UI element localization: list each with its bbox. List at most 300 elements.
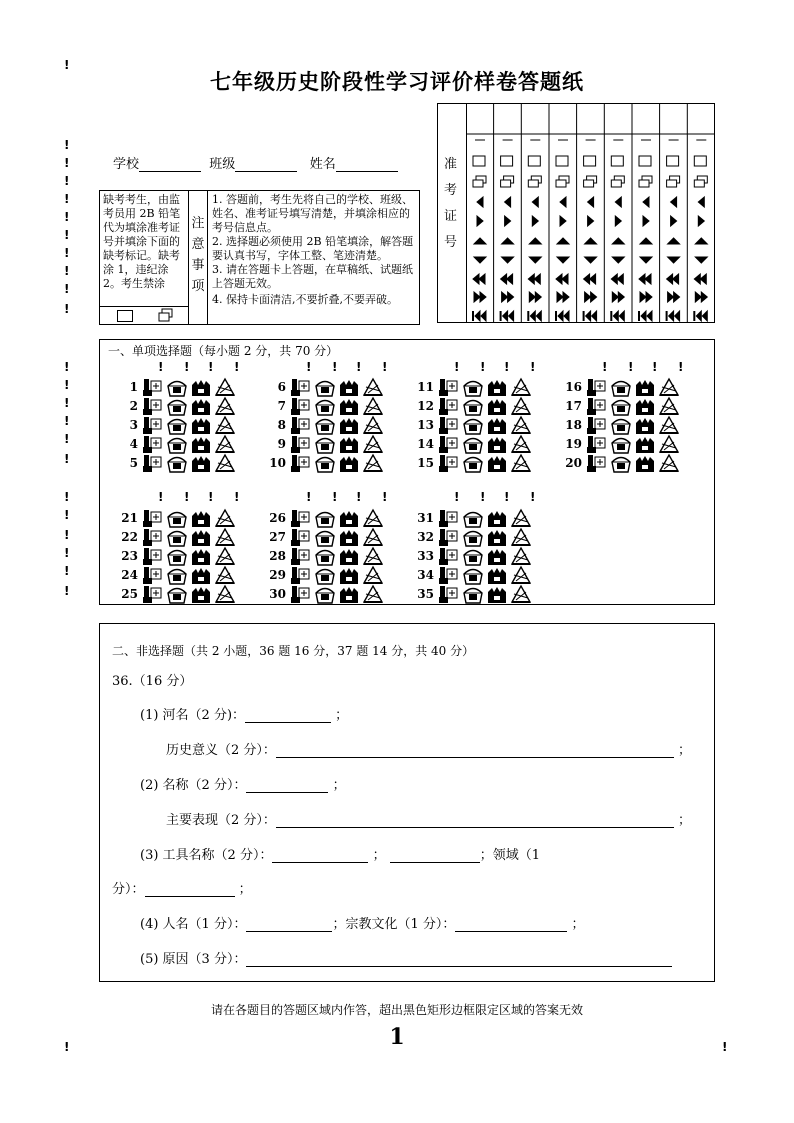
option-c-icon[interactable] xyxy=(191,396,211,416)
option-d-icon[interactable] xyxy=(511,546,531,566)
group-mark: ! xyxy=(208,360,214,374)
group-mark: ! xyxy=(158,490,164,504)
margin-mark: ! xyxy=(64,432,70,446)
option-b-icon[interactable] xyxy=(315,565,335,585)
section1-title: 一、单项选择题（每小题 2 分，共 70 分） xyxy=(108,344,339,358)
option-c-icon[interactable] xyxy=(339,377,359,397)
margin-mark: ! xyxy=(64,302,70,316)
option-a-icon[interactable] xyxy=(143,546,163,566)
option-b-icon[interactable] xyxy=(167,415,187,435)
margin-mark: ! xyxy=(722,1040,728,1054)
option-d-icon[interactable] xyxy=(363,434,383,454)
prompt-name: (2) 名称（2 分）： xyxy=(140,778,247,793)
option-d-icon[interactable] xyxy=(215,396,235,416)
option-b-icon[interactable] xyxy=(315,453,335,473)
option-d-icon[interactable] xyxy=(511,584,531,604)
option-c-icon[interactable] xyxy=(487,584,507,604)
option-a-icon[interactable] xyxy=(291,434,311,454)
choice-row[interactable] xyxy=(558,453,683,472)
question-number: 7 xyxy=(277,398,286,413)
notice-item: 1. 答题前，考生先将自己的学校、班级、姓名、准考证号填写清楚，并填涂相应的考号信息点。 xyxy=(212,193,413,234)
choice-row[interactable] xyxy=(262,527,387,546)
option-a-icon[interactable] xyxy=(439,453,459,473)
choice-block-4 xyxy=(558,377,683,472)
option-b-icon[interactable] xyxy=(167,546,187,566)
option-c-icon[interactable] xyxy=(339,565,359,585)
choice-row[interactable] xyxy=(410,527,535,546)
question-number: 21 xyxy=(121,510,138,525)
option-d-icon[interactable] xyxy=(363,527,383,547)
choice-row[interactable] xyxy=(410,546,535,565)
option-a-icon[interactable] xyxy=(439,415,459,435)
option-a-icon[interactable] xyxy=(439,584,459,604)
option-c-icon[interactable] xyxy=(339,453,359,473)
margin-mark: ! xyxy=(64,452,70,466)
option-a-icon[interactable] xyxy=(291,453,311,473)
group-mark: ! xyxy=(356,490,362,504)
option-d-icon[interactable] xyxy=(363,415,383,435)
religion-culture-field[interactable] xyxy=(455,917,567,932)
violation-mark-icon[interactable] xyxy=(158,308,174,322)
choice-row[interactable] xyxy=(262,565,387,584)
choice-row[interactable] xyxy=(114,527,239,546)
option-c-icon[interactable] xyxy=(191,565,211,585)
manifestation-field[interactable] xyxy=(276,813,674,828)
margin-mark: ! xyxy=(64,490,70,504)
semicolon: ； xyxy=(678,813,692,828)
margin-mark: ! xyxy=(64,246,70,260)
id-label-char: 证 xyxy=(444,209,458,224)
margin-mark: ! xyxy=(64,58,70,72)
option-c-icon[interactable] xyxy=(339,396,359,416)
option-d-icon[interactable] xyxy=(511,508,531,528)
option-d-icon[interactable] xyxy=(511,453,531,473)
option-b-icon[interactable] xyxy=(463,508,483,528)
option-a-icon[interactable] xyxy=(291,546,311,566)
question-number: 32 xyxy=(417,529,434,544)
notice-label-char: 事 xyxy=(191,258,205,273)
option-d-icon[interactable] xyxy=(215,584,235,604)
option-a-icon[interactable] xyxy=(439,546,459,566)
option-b-icon[interactable] xyxy=(315,546,335,566)
choice-row[interactable] xyxy=(114,565,239,584)
choice-row[interactable] xyxy=(262,453,387,472)
prompt-significance: 历史意义（2 分）： xyxy=(166,743,276,758)
semicolon: ； xyxy=(678,743,692,758)
group-mark: ! xyxy=(480,360,486,374)
question-number: 23 xyxy=(121,548,138,563)
option-c-icon[interactable] xyxy=(191,415,211,435)
margin-mark: ! xyxy=(64,228,70,242)
notice-label xyxy=(190,213,206,297)
option-b-icon[interactable] xyxy=(463,565,483,585)
question-number: 8 xyxy=(277,417,286,432)
choice-row[interactable] xyxy=(558,377,683,396)
option-c-icon[interactable] xyxy=(191,508,211,528)
group-mark: ! xyxy=(530,360,536,374)
semicolon: ； xyxy=(238,882,252,897)
option-a-icon[interactable] xyxy=(143,415,163,435)
option-d-icon[interactable] xyxy=(215,565,235,585)
choice-row[interactable] xyxy=(410,415,535,434)
name-answer-field[interactable] xyxy=(246,778,328,793)
id-label-column xyxy=(438,104,467,322)
group-mark: ! xyxy=(332,490,338,504)
page-title: 七年级历史阶段性学习评价样卷答题纸 xyxy=(210,69,584,94)
option-d-icon[interactable] xyxy=(215,546,235,566)
option-a-icon[interactable] xyxy=(439,377,459,397)
group-mark: ! xyxy=(306,490,312,504)
choice-block-6 xyxy=(262,508,387,603)
tool-name-field-1[interactable] xyxy=(272,848,368,863)
answer-line-2b xyxy=(166,809,691,828)
option-b-icon[interactable] xyxy=(463,453,483,473)
option-b-icon[interactable] xyxy=(611,453,631,473)
option-c-icon[interactable] xyxy=(487,434,507,454)
margin-mark: ! xyxy=(64,1040,70,1054)
option-b-icon[interactable] xyxy=(167,527,187,547)
answer-line-5 xyxy=(140,948,672,967)
option-a-icon[interactable] xyxy=(439,565,459,585)
option-b-icon[interactable] xyxy=(463,396,483,416)
significance-field[interactable] xyxy=(276,743,674,758)
notice-item: 3. 请在答题卡上答题，在草稿纸、试题纸上答题无效。 xyxy=(212,263,413,290)
notice-item: 2. 选择题必须使用 2B 铅笔填涂，解答题要认真书写，字体工整、笔迹清楚。 xyxy=(212,235,414,262)
page-number: 1 xyxy=(389,1024,405,1050)
option-b-icon[interactable] xyxy=(463,584,483,604)
margin-mark: ! xyxy=(64,174,70,188)
option-b-icon[interactable] xyxy=(315,508,335,528)
option-d-icon[interactable] xyxy=(659,453,679,473)
choice-block-5 xyxy=(114,508,239,603)
margin-mark: ! xyxy=(64,414,70,428)
option-b-icon[interactable] xyxy=(315,434,335,454)
group-mark: ! xyxy=(678,360,684,374)
option-a-icon[interactable] xyxy=(291,415,311,435)
question-number: 33 xyxy=(417,548,434,563)
notice-label-char: 项 xyxy=(191,279,205,294)
option-b-icon[interactable] xyxy=(611,415,631,435)
choice-row[interactable] xyxy=(114,546,239,565)
option-c-icon[interactable] xyxy=(635,396,655,416)
option-c-icon[interactable] xyxy=(191,377,211,397)
id-label xyxy=(444,152,457,256)
absent-note: 缺考考生，由监考员用 2B 铅笔代为填涂准考证号并填涂下面的缺考标记。缺考涂 1，违纪涂 2。考生禁涂 xyxy=(103,193,181,290)
option-b-icon[interactable] xyxy=(167,508,187,528)
question-number: 24 xyxy=(121,567,138,582)
option-b-icon[interactable] xyxy=(611,396,631,416)
option-d-icon[interactable] xyxy=(511,396,531,416)
question-number: 10 xyxy=(269,455,286,470)
option-a-icon[interactable] xyxy=(291,508,311,528)
exam-id-grid xyxy=(437,103,715,323)
question-number: 29 xyxy=(269,567,286,582)
option-a-icon[interactable] xyxy=(291,377,311,397)
option-c-icon[interactable] xyxy=(191,453,211,473)
option-a-icon[interactable] xyxy=(587,377,607,397)
option-c-icon[interactable] xyxy=(635,434,655,454)
question-number: 35 xyxy=(417,586,434,601)
choice-row[interactable] xyxy=(410,453,535,472)
option-c-icon[interactable] xyxy=(635,377,655,397)
option-c-icon[interactable] xyxy=(339,584,359,604)
question-number: 34 xyxy=(417,567,434,582)
option-b-icon[interactable] xyxy=(167,565,187,585)
option-a-icon[interactable] xyxy=(439,527,459,547)
question-number: 25 xyxy=(121,586,138,601)
class-field[interactable] xyxy=(235,157,297,172)
choice-row[interactable] xyxy=(262,434,387,453)
option-d-icon[interactable] xyxy=(363,508,383,528)
option-c-icon[interactable] xyxy=(339,527,359,547)
question-number: 20 xyxy=(565,455,582,470)
option-c-icon[interactable] xyxy=(191,434,211,454)
option-d-icon[interactable] xyxy=(511,527,531,547)
option-b-icon[interactable] xyxy=(167,434,187,454)
choice-row[interactable] xyxy=(410,584,535,603)
option-c-icon[interactable] xyxy=(191,546,211,566)
choice-row[interactable] xyxy=(262,396,387,415)
option-a-icon[interactable] xyxy=(291,527,311,547)
choice-row[interactable] xyxy=(410,508,535,527)
option-a-icon[interactable] xyxy=(587,453,607,473)
option-a-icon[interactable] xyxy=(291,584,311,604)
option-a-icon[interactable] xyxy=(439,396,459,416)
choice-block-7 xyxy=(410,508,535,603)
question-number: 9 xyxy=(277,436,286,451)
question-number: 31 xyxy=(417,510,434,525)
option-a-icon[interactable] xyxy=(143,527,163,547)
choice-row[interactable] xyxy=(114,453,239,472)
option-a-icon[interactable] xyxy=(143,453,163,473)
option-a-icon[interactable] xyxy=(143,396,163,416)
choice-row[interactable] xyxy=(262,584,387,603)
group-mark: ! xyxy=(480,490,486,504)
choice-row[interactable] xyxy=(114,415,239,434)
margin-mark: ! xyxy=(64,508,70,522)
option-d-icon[interactable] xyxy=(215,508,235,528)
option-b-icon[interactable] xyxy=(463,415,483,435)
semicolon: ； xyxy=(571,917,585,932)
question-number: 28 xyxy=(269,548,286,563)
choice-row[interactable] xyxy=(558,396,683,415)
option-a-icon[interactable] xyxy=(143,508,163,528)
option-b-icon[interactable] xyxy=(463,434,483,454)
semicolon: ； xyxy=(372,848,386,863)
option-a-icon[interactable] xyxy=(439,508,459,528)
prompt-tool-name: (3) 工具名称（2 分）： xyxy=(140,848,273,863)
divider xyxy=(188,191,189,324)
option-b-icon[interactable] xyxy=(167,453,187,473)
section2-title: 二、非选择题（共 2 小题，36 题 16 分，37 题 14 分，共 40 分） xyxy=(112,644,475,658)
question-number: 4 xyxy=(129,436,138,451)
person-name-field[interactable] xyxy=(246,917,332,932)
option-c-icon[interactable] xyxy=(487,377,507,397)
reason-field[interactable] xyxy=(246,952,672,967)
margin-mark: ! xyxy=(64,264,70,278)
prompt-river-name: (1) 河名（2 分)： xyxy=(140,708,246,723)
group-mark: ! xyxy=(504,490,510,504)
option-d-icon[interactable] xyxy=(215,527,235,547)
option-d-icon[interactable] xyxy=(215,415,235,435)
semicolon: ； xyxy=(332,778,346,793)
question-number: 11 xyxy=(417,379,434,394)
option-c-icon[interactable] xyxy=(635,415,655,435)
option-b-icon[interactable] xyxy=(611,377,631,397)
choice-row[interactable] xyxy=(114,377,239,396)
option-a-icon[interactable] xyxy=(143,565,163,585)
choice-row[interactable] xyxy=(558,434,683,453)
choice-row[interactable] xyxy=(262,508,387,527)
option-c-icon[interactable] xyxy=(487,396,507,416)
option-a-icon[interactable] xyxy=(587,415,607,435)
question-number: 19 xyxy=(565,436,582,451)
group-mark: ! xyxy=(306,360,312,374)
semicolon: ； xyxy=(335,708,349,723)
name-field[interactable] xyxy=(336,157,398,172)
option-a-icon[interactable] xyxy=(291,565,311,585)
choice-row[interactable] xyxy=(114,434,239,453)
choice-row[interactable] xyxy=(262,415,387,434)
option-c-icon[interactable] xyxy=(339,546,359,566)
option-b-icon[interactable] xyxy=(167,396,187,416)
option-b-icon[interactable] xyxy=(611,434,631,454)
option-c-icon[interactable] xyxy=(487,453,507,473)
option-c-icon[interactable] xyxy=(191,584,211,604)
tool-name-field-2[interactable] xyxy=(390,848,480,863)
option-b-icon[interactable] xyxy=(463,377,483,397)
group-mark: ! xyxy=(234,490,240,504)
question-number: 15 xyxy=(417,455,434,470)
notice-item: 4. 保持卡面清洁,不要折叠,不要弄破。 xyxy=(212,293,398,306)
option-d-icon[interactable] xyxy=(363,396,383,416)
option-c-icon[interactable] xyxy=(191,527,211,547)
group-mark: ! xyxy=(356,360,362,374)
option-d-icon[interactable] xyxy=(659,396,679,416)
option-d-icon[interactable] xyxy=(215,453,235,473)
choice-row[interactable] xyxy=(410,565,535,584)
answer-line-1b xyxy=(166,739,691,758)
school-field[interactable] xyxy=(139,157,201,172)
option-b-icon[interactable] xyxy=(463,546,483,566)
option-d-icon[interactable] xyxy=(363,546,383,566)
group-mark: ! xyxy=(382,490,388,504)
group-mark: ! xyxy=(208,490,214,504)
option-d-icon[interactable] xyxy=(511,434,531,454)
margin-mark: ! xyxy=(64,210,70,224)
group-mark: ! xyxy=(602,360,608,374)
option-c-icon[interactable] xyxy=(487,508,507,528)
option-c-icon[interactable] xyxy=(487,415,507,435)
option-b-icon[interactable] xyxy=(167,584,187,604)
option-b-icon[interactable] xyxy=(315,584,335,604)
question-number: 6 xyxy=(277,379,286,394)
option-b-icon[interactable] xyxy=(315,527,335,547)
option-c-icon[interactable] xyxy=(487,546,507,566)
margin-mark: ! xyxy=(64,138,70,152)
margin-mark: ! xyxy=(64,396,70,410)
question-number: 13 xyxy=(417,417,434,432)
group-mark: ! xyxy=(530,490,536,504)
choice-row[interactable] xyxy=(410,434,535,453)
group-mark: ! xyxy=(628,360,634,374)
choice-block-1 xyxy=(114,377,239,472)
absent-mark-box[interactable] xyxy=(117,310,133,322)
option-a-icon[interactable] xyxy=(587,396,607,416)
choice-row[interactable] xyxy=(114,584,239,603)
group-mark: ! xyxy=(332,360,338,374)
notice-list xyxy=(212,193,416,307)
option-a-icon[interactable] xyxy=(143,377,163,397)
option-d-icon[interactable] xyxy=(363,453,383,473)
margin-mark: ! xyxy=(64,584,70,598)
question-number: 16 xyxy=(565,379,582,394)
option-a-icon[interactable] xyxy=(439,434,459,454)
id-bubbles[interactable] xyxy=(466,104,715,322)
choice-row[interactable] xyxy=(114,508,239,527)
option-b-icon[interactable] xyxy=(315,396,335,416)
option-a-icon[interactable] xyxy=(291,396,311,416)
option-d-icon[interactable] xyxy=(363,584,383,604)
option-a-icon[interactable] xyxy=(143,584,163,604)
option-b-icon[interactable] xyxy=(167,377,187,397)
class-label: 班级 xyxy=(209,157,236,172)
option-d-icon[interactable] xyxy=(659,377,679,397)
option-d-icon[interactable] xyxy=(215,377,235,397)
group-mark: ! xyxy=(382,360,388,374)
choice-row[interactable] xyxy=(262,377,387,396)
choice-row[interactable] xyxy=(558,415,683,434)
divider xyxy=(100,306,188,307)
question-number: 12 xyxy=(417,398,434,413)
prompt-field-cont: 分）： xyxy=(112,882,145,897)
answer-line-3 xyxy=(140,844,540,863)
option-b-icon[interactable] xyxy=(315,415,335,435)
margin-mark: ! xyxy=(64,546,70,560)
option-c-icon[interactable] xyxy=(635,453,655,473)
prompt-religion-culture: ；宗教文化（1 分）： xyxy=(332,917,456,932)
option-c-icon[interactable] xyxy=(339,434,359,454)
choice-row[interactable] xyxy=(410,396,535,415)
option-a-icon[interactable] xyxy=(143,434,163,454)
id-label-char: 号 xyxy=(444,235,458,250)
option-d-icon[interactable] xyxy=(215,434,235,454)
option-c-icon[interactable] xyxy=(487,527,507,547)
option-d-icon[interactable] xyxy=(511,377,531,397)
group-mark: ! xyxy=(158,360,164,374)
prompt-field: ；领域（1 xyxy=(479,848,541,863)
option-c-icon[interactable] xyxy=(487,565,507,585)
option-c-icon[interactable] xyxy=(339,508,359,528)
option-d-icon[interactable] xyxy=(511,415,531,435)
footer-note: 请在各题目的答题区域内作答，超出黑色矩形边框限定区域的答案无效 xyxy=(210,1003,583,1017)
option-a-icon[interactable] xyxy=(587,434,607,454)
option-d-icon[interactable] xyxy=(511,565,531,585)
option-d-icon[interactable] xyxy=(659,434,679,454)
choice-row[interactable] xyxy=(410,377,535,396)
question-number: 27 xyxy=(269,529,286,544)
option-d-icon[interactable] xyxy=(363,377,383,397)
field-answer-field[interactable] xyxy=(145,882,235,897)
option-c-icon[interactable] xyxy=(339,415,359,435)
option-d-icon[interactable] xyxy=(659,415,679,435)
choice-row[interactable] xyxy=(262,546,387,565)
river-name-field[interactable] xyxy=(245,708,331,723)
option-d-icon[interactable] xyxy=(363,565,383,585)
option-b-icon[interactable] xyxy=(315,377,335,397)
option-b-icon[interactable] xyxy=(463,527,483,547)
choice-row[interactable] xyxy=(114,396,239,415)
